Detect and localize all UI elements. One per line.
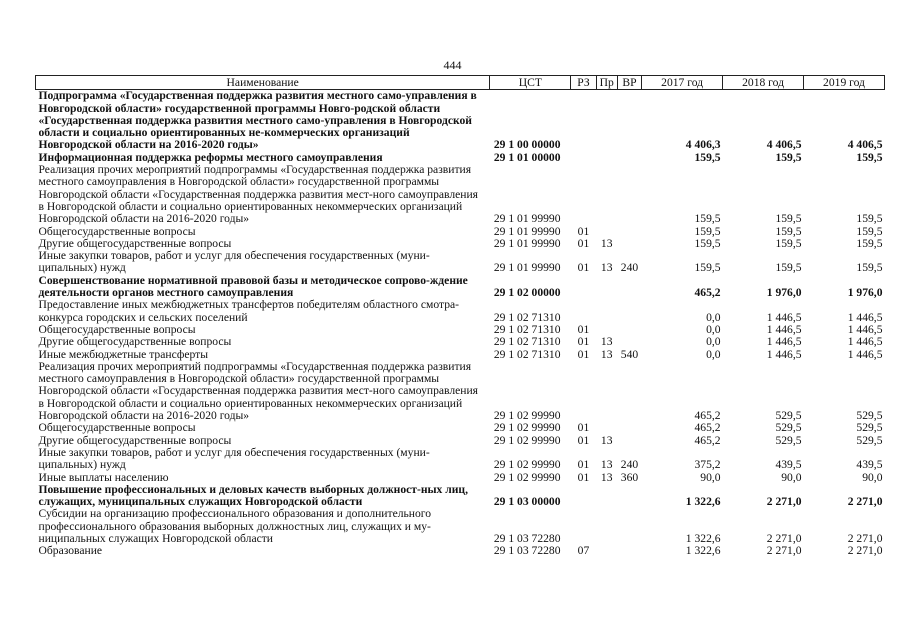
cell-2018: 529,5 [775, 421, 802, 435]
cell-2019: 2 271,0 [847, 531, 883, 545]
table-row [36, 275, 885, 300]
cell-name: Субсидии на организацию профессионального образования и дополнительного профессионального образования выборных должностных лиц, служащих и му-ниципальных служащих Новгородской области [38, 507, 432, 545]
cell-rz [571, 90, 596, 152]
cell-cst: 29 1 03 00000 [493, 495, 561, 509]
budget-table-container [35, 75, 885, 558]
cell-2018: 159,5 [775, 236, 802, 250]
cell-name: Совершенствование нормативной правовой базы и методическое сопрово-ждение деятельности органов местного самоуправления [38, 273, 468, 300]
cell-2017: 1 322,6 [685, 495, 721, 509]
cell-2018: 529,5 [775, 409, 802, 423]
cell-2017: 465,2 [694, 409, 721, 423]
cell-pr: 13 [600, 261, 613, 275]
cell-cst: 29 1 01 00000 [493, 150, 561, 164]
cell-2017: 159,5 [694, 150, 721, 164]
header-2019: 2019 год [804, 76, 885, 90]
cell-2018: 439,5 [775, 458, 802, 472]
cell-2019: 1 446,5 [847, 347, 883, 361]
cell-cst: 29 1 02 99990 [493, 421, 561, 435]
cell-rz: 01 [577, 236, 590, 250]
cell-2019: 1 446,5 [847, 335, 883, 349]
table-row [36, 336, 885, 348]
cell-name: Иные выплаты населению [38, 470, 169, 484]
table-row [36, 250, 885, 275]
cell-2018: 529,5 [775, 433, 802, 447]
cell-2018: 1 446,5 [766, 322, 802, 336]
cell-name: Подпрограмма «Государственная поддержка развития местного само-управления в Новгородской области» государственной программы Новго-родской области «Государственная поддержка развития местного само-управления в Новгородской области и социально ориентированных не-коммерческих организаций Новгородской области на 2016-2020 годы» [38, 89, 477, 152]
cell-2017: 1 322,6 [685, 531, 721, 545]
cell-pr [596, 275, 617, 300]
cell-vr: 360 [620, 470, 639, 484]
cell-rz: 01 [577, 335, 590, 349]
cell-pr: 13 [600, 347, 613, 361]
cell-vr [617, 164, 641, 225]
cell-vr [617, 435, 641, 447]
cell-2018: 90,0 [781, 470, 802, 484]
cell-name: Реализация прочих мероприятий подпрограммы «Государственная поддержка развития местного самоуправления в Новгородской области» государственной программы Новгородской области «Государственная поддержка развития мест-ного самоуправления в Новгородской области и социально ориентированных некоммерческих организаций Новгородской области на 2016-2020 годы» [38, 359, 479, 423]
cell-2017: 159,5 [694, 224, 721, 238]
cell-name: Иные межбюджетные трансферты [38, 347, 209, 361]
cell-2019: 1 976,0 [847, 286, 883, 300]
cell-pr [596, 90, 617, 152]
cell-vr [617, 545, 641, 557]
cell-2017: 4 406,3 [685, 138, 721, 152]
cell-rz: 01 [577, 421, 590, 435]
cell-vr [617, 238, 641, 250]
cell-rz [571, 275, 596, 300]
cell-pr [596, 361, 617, 422]
cell-2018: 1 446,5 [766, 347, 802, 361]
cell-rz: 01 [577, 261, 590, 275]
cell-rz [571, 484, 596, 509]
cell-pr [596, 484, 617, 509]
cell-rz: 01 [577, 458, 590, 472]
cell-rz [571, 508, 596, 545]
table-body [36, 90, 885, 558]
cell-rz: 01 [577, 224, 590, 238]
cell-2018: 2 271,0 [766, 531, 802, 545]
cell-name: Общегосударственные вопросы [38, 322, 196, 336]
cell-2018: 2 271,0 [766, 544, 802, 558]
cell-2017: 465,2 [694, 286, 721, 300]
cell-2019: 529,5 [856, 433, 883, 447]
cell-vr: 540 [620, 347, 639, 361]
cell-rz [571, 152, 596, 164]
cell-pr: 13 [600, 470, 613, 484]
header-2017: 2017 год [642, 76, 723, 90]
header-2018: 2018 год [723, 76, 804, 90]
header-vr: ВР [617, 76, 641, 90]
table-row [36, 447, 885, 472]
cell-pr: 13 [600, 433, 613, 447]
cell-rz: 01 [577, 322, 590, 336]
cell-name: Иные закупки товаров, работ и услуг для обеспечения государственных (муни-ципальных) нужд [38, 445, 430, 472]
cell-2017: 0,0 [706, 347, 721, 361]
cell-2018: 159,5 [775, 224, 802, 238]
cell-2017: 0,0 [706, 310, 721, 324]
header-pr: Пр [596, 76, 617, 90]
cell-2019: 159,5 [856, 224, 883, 238]
cell-2018: 1 446,5 [766, 335, 802, 349]
cell-2017: 465,2 [694, 421, 721, 435]
cell-cst: 29 1 02 71310 [493, 335, 561, 349]
cell-pr [596, 508, 617, 545]
cell-2017: 1 322,6 [685, 544, 721, 558]
cell-name: Другие общегосударственные вопросы [38, 335, 232, 349]
cell-2018: 2 271,0 [766, 495, 802, 509]
cell-cst: 29 1 02 99990 [493, 470, 561, 484]
cell-name: Общегосударственные вопросы [38, 224, 196, 238]
cell-cst: 29 1 01 99990 [493, 224, 561, 238]
cell-2019: 2 271,0 [847, 495, 883, 509]
cell-cst: 29 1 02 71310 [493, 347, 561, 361]
cell-rz: 01 [577, 433, 590, 447]
cell-2017: 0,0 [706, 335, 721, 349]
cell-pr: 13 [600, 335, 613, 349]
cell-2019: 1 446,5 [847, 322, 883, 336]
cell-vr [617, 484, 641, 509]
cell-2019: 439,5 [856, 458, 883, 472]
cell-2019: 90,0 [862, 470, 883, 484]
cell-cst: 29 1 03 72280 [493, 531, 561, 545]
cell-2017: 159,5 [694, 236, 721, 250]
table-row [36, 545, 885, 557]
table-row [36, 472, 885, 484]
cell-vr [617, 361, 641, 422]
cell-cst: 29 1 02 99990 [493, 433, 561, 447]
table-row [36, 361, 885, 422]
cell-2018: 159,5 [775, 261, 802, 275]
cell-name: Общегосударственные вопросы [38, 421, 196, 435]
cell-2019: 159,5 [856, 236, 883, 250]
cell-2019: 159,5 [856, 261, 883, 275]
table-row [36, 422, 885, 434]
table-row [36, 508, 885, 545]
cell-rz: 01 [577, 347, 590, 361]
budget-table [35, 75, 885, 558]
cell-pr [596, 226, 617, 238]
cell-2017: 159,5 [694, 212, 721, 226]
cell-vr [617, 508, 641, 545]
cell-pr [596, 299, 617, 324]
cell-cst: 29 1 02 71310 [493, 322, 561, 336]
cell-vr [617, 152, 641, 164]
cell-pr [596, 152, 617, 164]
cell-cst: 29 1 01 99990 [493, 236, 561, 250]
cell-name: Другие общегосударственные вопросы [38, 433, 232, 447]
header-name: Наименование [36, 76, 490, 90]
cell-2017: 159,5 [694, 261, 721, 275]
cell-2018: 159,5 [775, 212, 802, 226]
cell-2019: 529,5 [856, 421, 883, 435]
cell-vr [617, 299, 641, 324]
table-row [36, 299, 885, 324]
cell-2019: 159,5 [856, 212, 883, 226]
cell-2018: 1 976,0 [766, 286, 802, 300]
table-row [36, 164, 885, 225]
cell-name: Повышение профессиональных и деловых качеств выборных должност-ных лиц, служащих, муниципальных служащих Новгородской области [38, 482, 469, 509]
cell-rz [571, 299, 596, 324]
cell-2018: 159,5 [775, 150, 802, 164]
cell-name: Реализация прочих мероприятий подпрограммы «Государственная поддержка развития местного самоуправления в Новгородской области» государственной программы Новгородской области «Государственная поддержка развития мест-ного самоуправления в Новгородской области и социально ориентированных некоммерческих организаций Новгородской области на 2016-2020 годы» [38, 163, 479, 226]
header-cst: ЦСТ [490, 76, 571, 90]
cell-2017: 90,0 [700, 470, 721, 484]
cell-vr [617, 422, 641, 434]
cell-rz [571, 164, 596, 225]
cell-name: Информационная поддержка реформы местного самоуправления [38, 150, 383, 164]
header-row [36, 76, 885, 90]
cell-2019: 529,5 [856, 409, 883, 423]
cell-pr [596, 422, 617, 434]
cell-pr [596, 545, 617, 557]
cell-name: Предоставление иных межбюджетных трансфертов победителям областного смотра-конкурса городских и сельских поселений [38, 298, 460, 324]
cell-vr [617, 90, 641, 152]
cell-2019: 1 446,5 [847, 310, 883, 324]
cell-cst: 29 1 02 99990 [493, 409, 561, 423]
cell-cst: 29 1 02 00000 [493, 286, 561, 300]
cell-rz: 01 [577, 470, 590, 484]
cell-cst: 29 1 03 72280 [493, 544, 561, 558]
cell-vr: 240 [620, 261, 639, 275]
cell-2018: 1 446,5 [766, 310, 802, 324]
cell-cst: 29 1 01 99990 [493, 261, 561, 275]
cell-2019: 2 271,0 [847, 544, 883, 558]
table-row [36, 90, 885, 152]
table-row [36, 226, 885, 238]
cell-pr: 13 [600, 236, 613, 250]
cell-vr [617, 226, 641, 238]
cell-cst: 29 1 02 71310 [493, 310, 561, 324]
cell-2019: 4 406,5 [847, 138, 883, 152]
cell-pr: 13 [600, 458, 613, 472]
cell-name: Другие общегосударственные вопросы [38, 236, 232, 250]
cell-rz [571, 361, 596, 422]
cell-2018: 4 406,5 [766, 138, 802, 152]
cell-cst: 29 1 01 99990 [493, 212, 561, 226]
page-number: 444 [443, 58, 462, 72]
cell-2019: 159,5 [856, 150, 883, 164]
table-row [36, 484, 885, 509]
cell-name: Образование [38, 544, 103, 558]
cell-vr: 240 [620, 458, 639, 472]
cell-name: Иные закупки товаров, работ и услуг для обеспечения государственных (муни-ципальных) нужд [38, 249, 430, 275]
cell-cst: 29 1 02 99990 [493, 458, 561, 472]
cell-2017: 0,0 [706, 322, 721, 336]
cell-vr [617, 324, 641, 336]
cell-pr [596, 164, 617, 225]
header-rz: РЗ [571, 76, 596, 90]
table-row [36, 349, 885, 361]
cell-cst: 29 1 00 00000 [493, 138, 561, 152]
cell-2017: 375,2 [694, 458, 721, 472]
cell-vr [617, 275, 641, 300]
cell-rz: 07 [577, 544, 590, 558]
table-header [36, 76, 885, 90]
cell-vr [617, 336, 641, 348]
cell-2017: 465,2 [694, 433, 721, 447]
